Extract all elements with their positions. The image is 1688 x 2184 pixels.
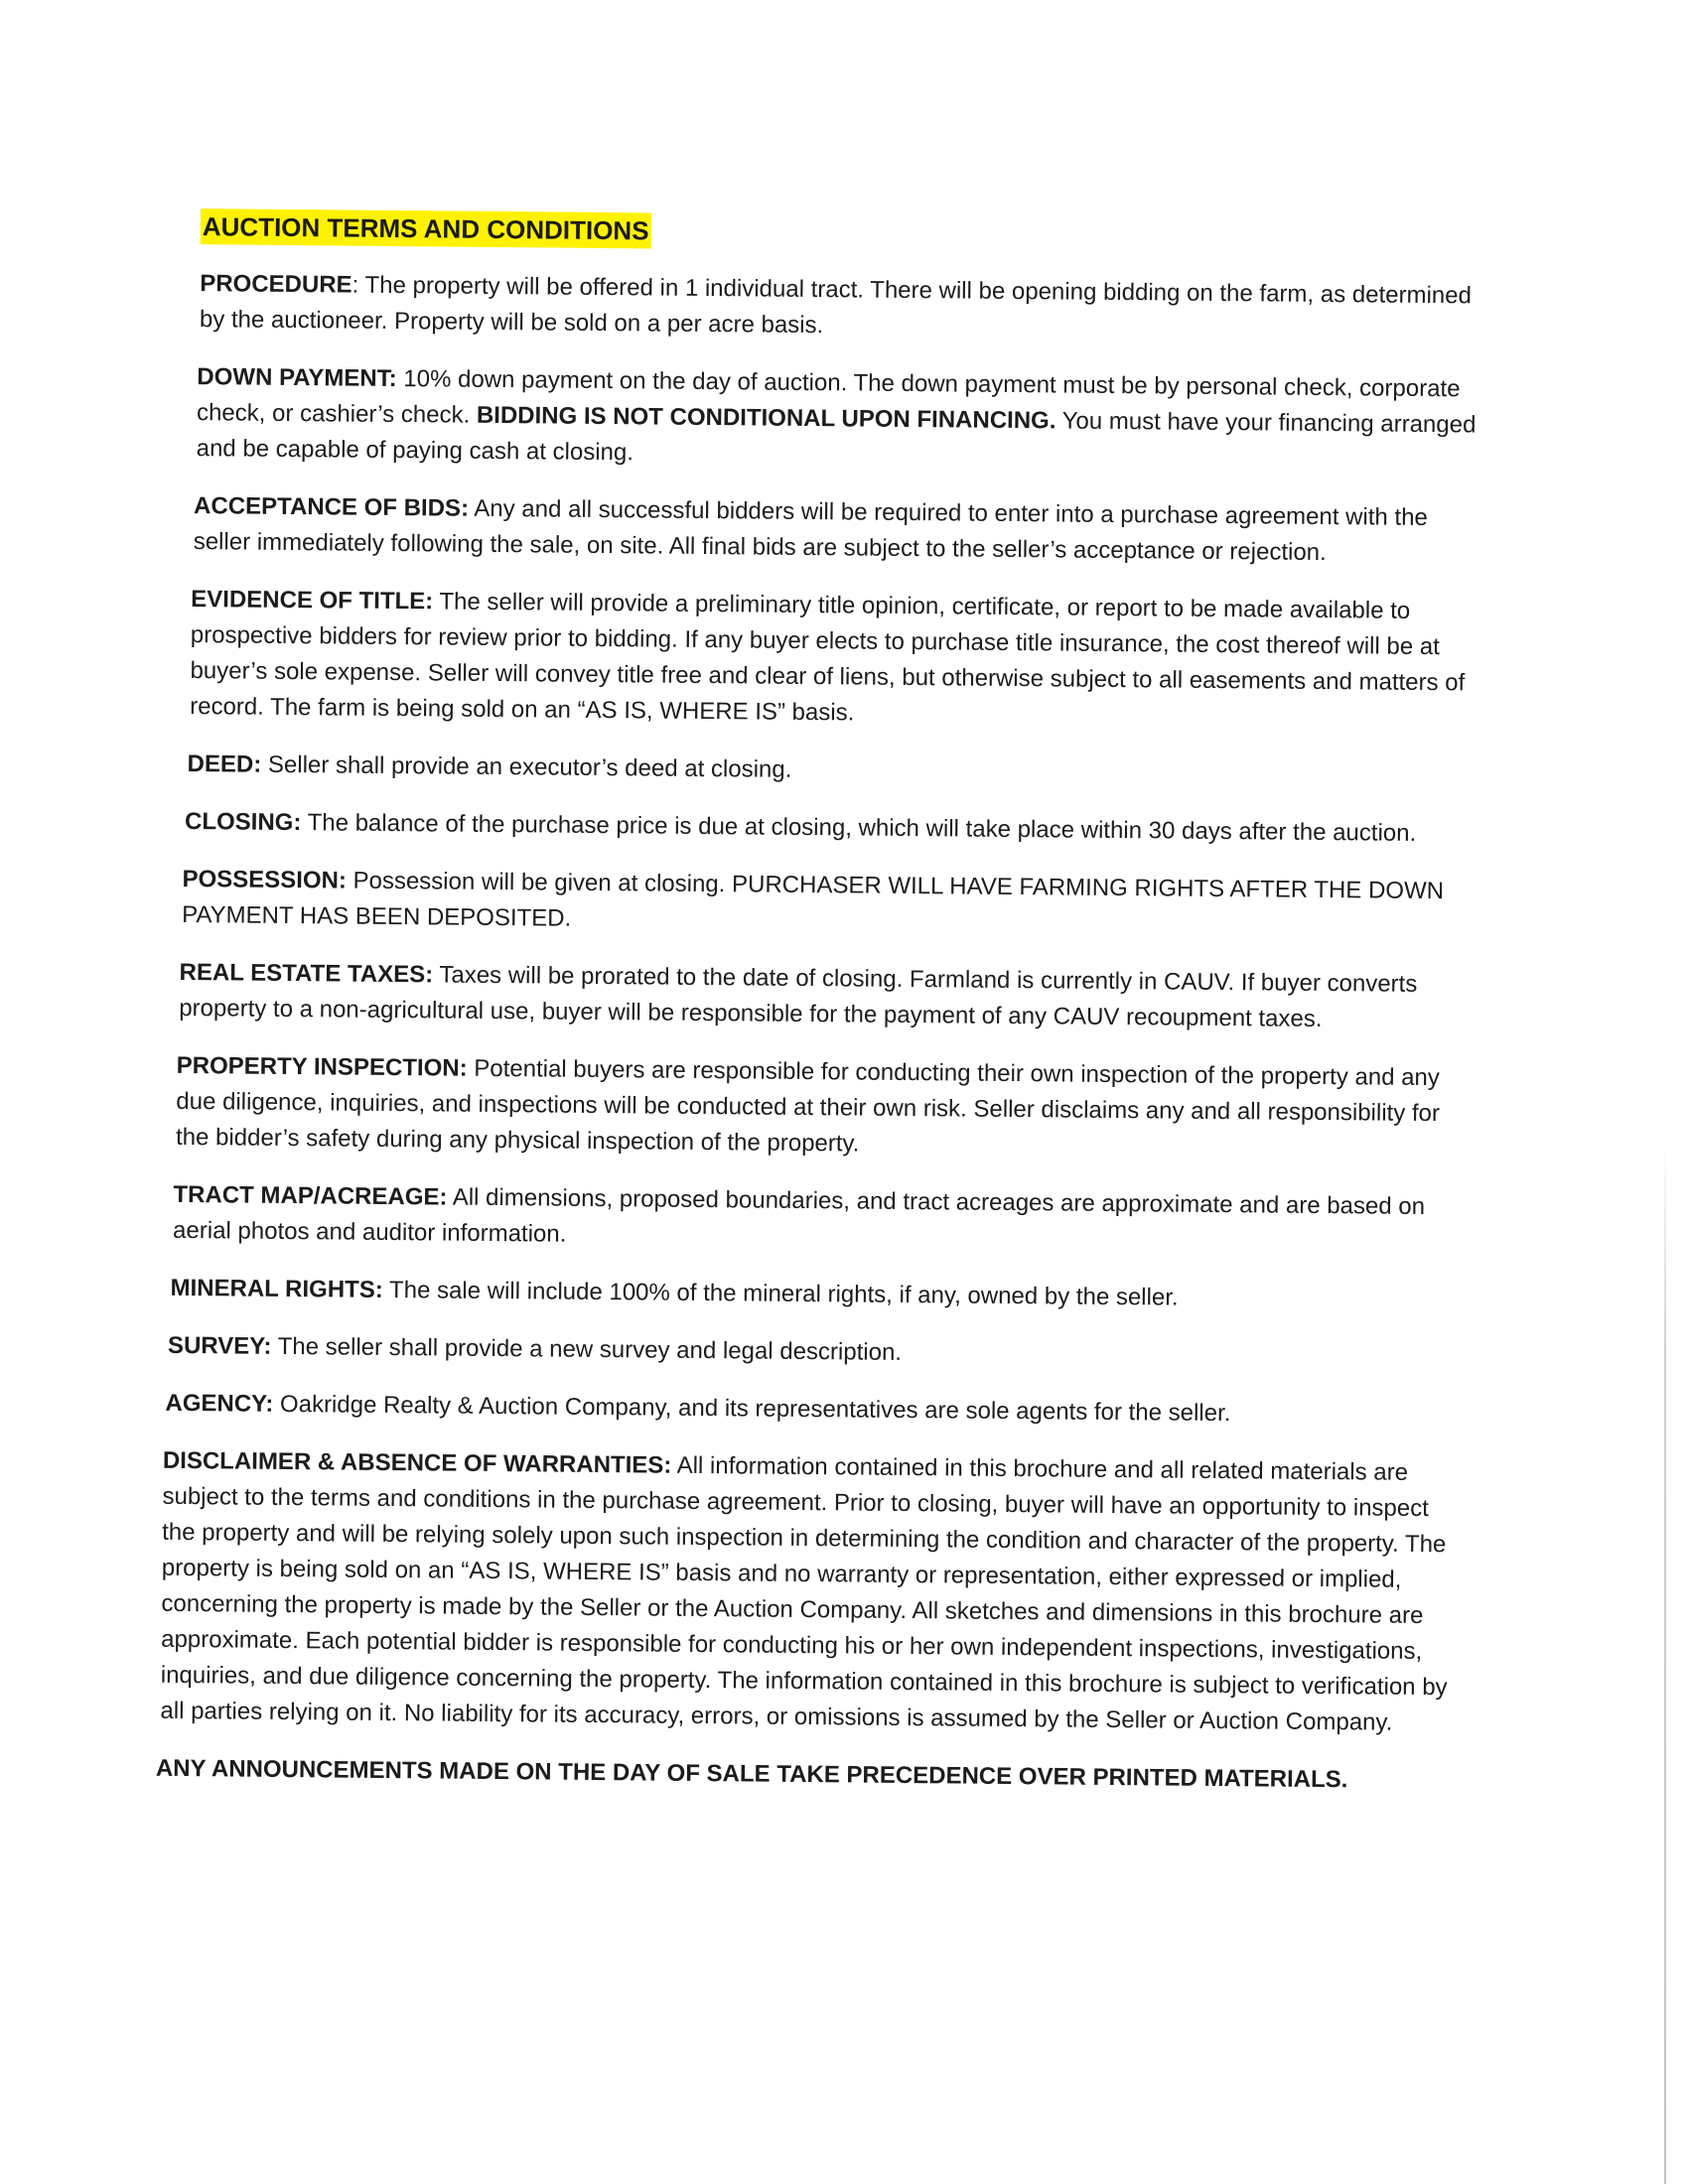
section-text: Possession will be given at closing. PURCHASER WILL HAVE FARMING RIGHTS AFTER THE DOWN PAYMENT HAS BEEN DEPOSITED. [182, 867, 1445, 932]
section-text: Taxes will be prorated to the date of closing. Farmland is currently in CAUV. If buyer converts property to a non-agricultural use, buyer will be responsible for the payment of any CAUV recoupment taxes. [179, 961, 1418, 1032]
page-title: AUCTION TERMS AND CONDITIONS [201, 208, 651, 248]
section-text: You must have your financing arranged and be capable of paying cash at closing. [196, 407, 1477, 467]
section-text: Potential buyers are responsible for conducting their own inspection of the property and any due diligence, inquiries, and inspections will be conducted at their own risk. Seller disclaims any and all responsibility for the bidder’s safety during any physical inspection of the property. [175, 1054, 1441, 1158]
section-heading: AGENCY: [165, 1389, 274, 1418]
terms-content [155, 208, 1479, 1799]
closing-notice: ANY ANNOUNCEMENTS MADE ON THE DAY OF SALE TAKE PRECEDENCE OVER PRINTED MATERIALS. [155, 1754, 1348, 1794]
section-text: All information contained in this brochure and all related materials are subject to the terms and conditions in the purchase agreement. Prior to closing, buyer will have an opportunity to inspect the property and will be relying solely upon such inspection in determining the condition and character of the property. The property is being sold on an “AS IS, WHERE IS” basis and no warranty or representation, either expressed or implied, concerning the property is made by the Seller or the Auction Company. All sketches and dimensions in this brochure are approximate. Each potential bidder is responsible for conducting his or her own independent inspections, investigations, inquiries, and due diligence concerning the property. The information contained in this brochure is subject to verification by all parties relying on it. No liability for its accuracy, errors, or omissions is assumed by the Seller or Auction Company. [160, 1451, 1448, 1736]
section-mineral-rights [170, 1271, 1469, 1319]
section-heading: POSSESSION: [182, 865, 348, 894]
section-text: Seller shall provide an executor’s deed at closing. [261, 751, 792, 783]
section-heading: EVIDENCE OF TITLE: [191, 586, 434, 615]
section-text: The seller will provide a preliminary title opinion, certificate, or report to be made available to prospective bidders for review prior to bidding. If any buyer elects to purchase title insurance, the cost thereof will be at buyer’s sole expense. Seller will convey title free and clear of liens, but otherwise subject to all easements and matters of record. The farm is being sold on an “AS IS, WHERE IS” basis. [190, 588, 1466, 727]
section-possession [182, 862, 1474, 945]
section-text: The sale will include 100% of the mineral rights, if any, owned by the seller. [382, 1276, 1179, 1311]
section-acceptance-of-bids [194, 488, 1477, 572]
section-heading: ACCEPTANCE OF BIDS: [193, 492, 470, 522]
section-heading: DISCLAIMER & ABSENCE OF WARRANTIES: [162, 1446, 672, 1479]
section-heading: CLOSING: [184, 807, 302, 837]
financing-notice: BIDDING IS NOT CONDITIONAL UPON FINANCING. [476, 401, 1056, 435]
section-text: The seller shall provide a new survey and legal description. [271, 1332, 903, 1366]
section-text: Any and all successful bidders will be required to enter into a purchase agreement with the seller immediately following the sale, on site. All final bids are subject to the seller’s acceptance or rejection. [193, 494, 1428, 567]
section-tract-map-acreage [173, 1177, 1471, 1262]
section-heading: PROPERTY INSPECTION: [176, 1051, 468, 1082]
section-procedure [200, 266, 1479, 349]
section-text: Oakridge Realty & Auction Company, and its representatives are sole agents for the seller. [273, 1390, 1231, 1428]
section-text: The balance of the purchase price is due at closing, which will take place within 30 days after the auction. [301, 809, 1417, 847]
scan-edge-line [1664, 1142, 1666, 2184]
section-text: : The property will be offered in 1 individual tract. There will be opening bidding on the farm, as determined by the auctioneer. Property will be sold on a per acre basis. [199, 271, 1473, 340]
section-heading: REAL ESTATE TAXES: [179, 958, 434, 989]
section-disclaimer [160, 1443, 1468, 1742]
section-heading: DOWN PAYMENT: [197, 363, 397, 393]
section-heading: SURVEY: [167, 1331, 272, 1360]
section-agency [165, 1386, 1468, 1434]
section-property-inspection [176, 1048, 1472, 1168]
section-evidence-of-title [190, 582, 1476, 737]
section-closing [185, 804, 1474, 852]
section-text: All dimensions, proposed boundaries, and tract acreages are approximate and are based on aerial photos and auditor information. [172, 1183, 1426, 1248]
section-text: 10% down payment on the day of auction. The down payment must be by personal check, corporate check, or cashier’s check. [196, 365, 1461, 429]
section-down-payment [197, 359, 1478, 478]
section-heading: DEED: [187, 751, 262, 778]
section-survey [168, 1328, 1469, 1377]
section-heading: MINERAL RIGHTS: [170, 1274, 383, 1303]
section-real-estate-taxes [179, 955, 1473, 1038]
section-deed [187, 747, 1474, 794]
section-heading: PROCEDURE [200, 270, 352, 299]
section-heading: TRACT MAP/ACREAGE: [173, 1180, 448, 1211]
